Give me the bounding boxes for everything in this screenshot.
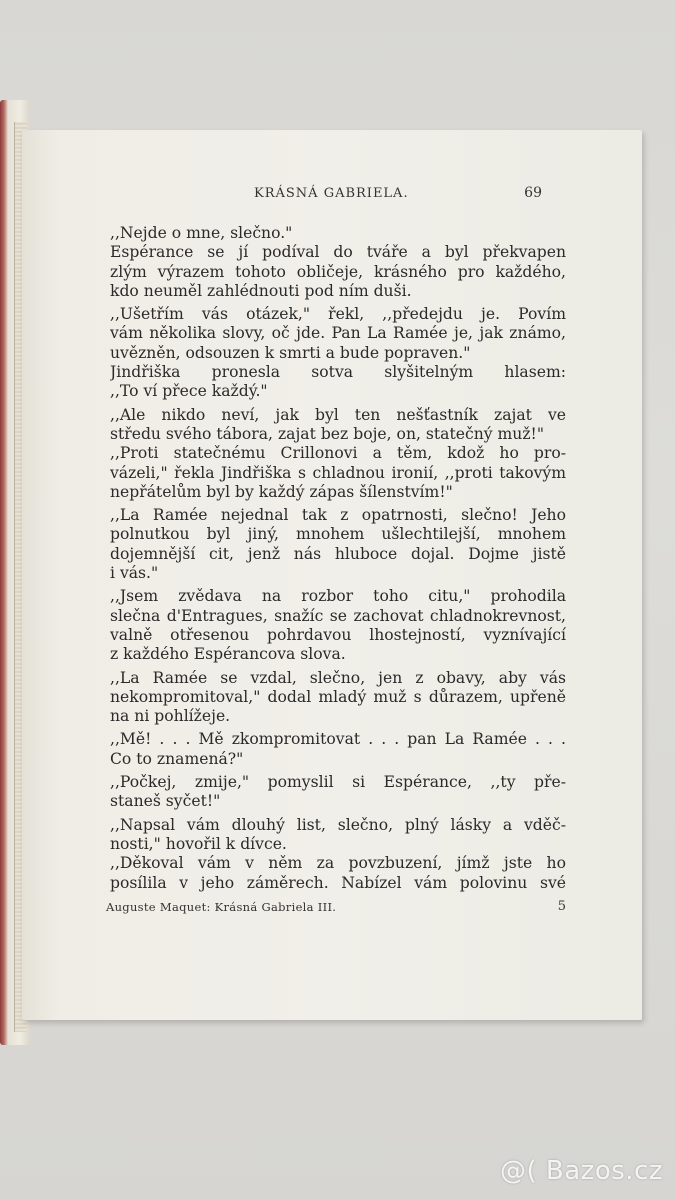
text-line: i vás." (110, 564, 159, 583)
text-line: polnutkou byl jiný, mnohem ušlechtilejší, mnohem (110, 525, 566, 544)
text-line: ,,Ušetřím vás otázek," řekl, ,,předejdu je. Povím (110, 305, 566, 324)
watermark: @( Bazos.cz (500, 1156, 663, 1186)
page-header (22, 186, 642, 206)
book (0, 100, 650, 1050)
text-line: ,,Děkoval vám v něm za povzbuzení, jímž jste ho (110, 854, 566, 873)
text-line: nekompromitoval," dodal mladý muž s důrazem, upřeně (110, 687, 566, 706)
text-line: posílila v jeho záměrech. Nabízel vám polovinu své (110, 873, 566, 892)
text-line: ,,La Ramée se vzdal, slečno, jen z obavy, aby vás (110, 668, 566, 687)
page-number: 69 (524, 185, 542, 201)
text-line: ,,Jsem zvědava na rozbor toho citu," prohodila (110, 587, 566, 606)
running-title: KRÁSNÁ GABRIELA. (254, 186, 409, 201)
text-line: ,,Nejde o mne, slečno." (110, 224, 293, 242)
text-line: vám několika slovy, oč jde. Pan La Ramée je, jak známo, (110, 324, 566, 343)
text-line: slečna d'Entragues, snažíc se zachovat chladnokrevnost, (110, 606, 566, 625)
text-line: ,,Ale nikdo neví, jak byl ten nešťastník zajat ve (110, 405, 566, 424)
footer-author-title: Auguste Maquet: Krásná Gabriela III. (106, 900, 337, 914)
text-line: středu svého tábora, zajat bez boje, on, statečný muž!" (110, 424, 544, 443)
text-line: zlým výrazem tohoto obličeje, krásného pro každého, (110, 262, 566, 281)
text-line: ,,Počkej, zmije," pomyslil si Espérance, ,,ty pře- (110, 773, 566, 792)
text-line: nepřátelům byl by každý zápas šílenstvím!" (110, 482, 453, 501)
book-page (22, 130, 642, 1020)
text-line: dojemnější cit, jenž nás hluboce dojal. Dojme jistě (110, 544, 566, 563)
text-line: na ni pohlížeje. (110, 707, 231, 726)
text-line: vázeli," řekla Jindřiška s chladnou ironií, ,,proti takovým (110, 463, 566, 482)
text-line: staneš syčet!" (110, 792, 221, 811)
text-line: Co to znamená?" (110, 749, 244, 768)
text-line: ,,La Ramée nejednal tak z opatrnosti, slečno! Jeho (110, 506, 566, 525)
signature-number: 5 (557, 899, 566, 914)
text-line: valně otřesenou pohrdavou lhostejností, vyznívající (110, 625, 566, 644)
text-line: Jindřiška pronesla sotva slyšitelným hlasem: (110, 363, 566, 382)
text-line: Espérance se jí podíval do tváře a byl překvapen (110, 243, 566, 262)
text-line: nosti," hovořil k dívce. (110, 834, 287, 853)
text-line: ,,To ví přece každý." (110, 382, 268, 401)
text-line: z každého Espérancova slova. (110, 645, 346, 664)
text-line: ,,Proti statečnému Crillonovi a těm, kdož ho pro- (110, 444, 566, 463)
page-footer (106, 900, 566, 918)
text-line: uvězněn, odsouzen k smrti a bude popraven." (110, 343, 471, 362)
text-line: ,,Napsal vám dlouhý list, slečno, plný lásky a vděč- (110, 815, 566, 834)
text-line: ,,Mě! . . . Mě zkompromitovat . . . pan La Ramée . . . (110, 730, 566, 749)
body-text (110, 224, 566, 893)
text-line: kdo neuměl zahlédnouti pod ním duši. (110, 281, 412, 300)
